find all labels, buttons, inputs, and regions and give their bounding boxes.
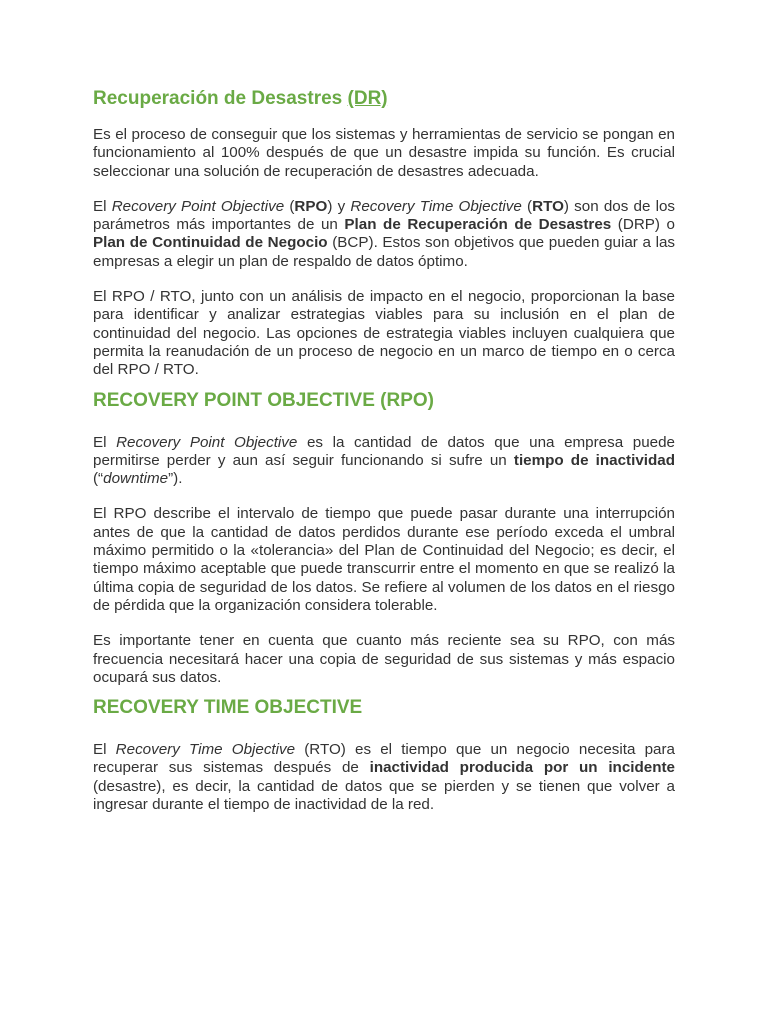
rpo-abbr: RPO bbox=[294, 197, 328, 215]
dr-link[interactable]: (DR) bbox=[347, 88, 388, 109]
drp-term: Plan de Recuperación de Desastres bbox=[344, 216, 612, 234]
rpo-paragraph-3: Es importante tener en cuenta que cuanto más reciente sea su RPO, con más frecuencia necesitará hacer una copia de seguridad de sus sistemas y más espacio ocupará sus datos. bbox=[93, 632, 675, 686]
rto-heading: RECOVERY TIME OBJECTIVE bbox=[93, 697, 363, 719]
document-page bbox=[93, 86, 675, 814]
rto-paragraph-1: El Recovery Time Objective (RTO) es el tiempo que un negocio necesita para recuperar sus sistemas después de inactividad producida por un incidente (desastre), es decir, la cantidad de datos que se pierden y se tienen que volver a ingresar durante el tiempo de inactividad de la red. bbox=[93, 741, 675, 814]
downtime-word: downtime bbox=[103, 470, 169, 488]
intro-paragraph-2: El Recovery Point Objective (RPO) y Recovery Time Objective (RTO) son dos de los parámetros más importantes de un Plan de Recuperación de Desastres (DRP) o Plan de Continuidad de Negocio (BCP). Estos son objetivos que pueden guiar a las empresas a elegir un plan de respaldo de datos óptimo. bbox=[93, 197, 676, 270]
rto-term: Recovery Time Objective bbox=[350, 197, 522, 215]
page-title-text: Recuperación de Desastres bbox=[93, 88, 348, 109]
intro-paragraph-3: El RPO / RTO, junto con un análisis de impacto en el negocio, proporcionan la base para identificar y analizar estrategias viables para su inclusión en el plan de continuidad del negocio. Las opciones de estrategia viables incluyen cualquiera que permita la reanudación de un proceso de negocio en un marco de tiempo en o cerca del RPO / RTO. bbox=[93, 288, 675, 379]
rto-term: Recovery Time Objective bbox=[115, 741, 296, 759]
rto-abbr: RTO bbox=[532, 197, 564, 215]
intro-paragraph-1: Es el proceso de conseguir que los sistemas y herramientas de servicio se pongan en funcionamiento al 100% después de que un desastre impida su función. Es crucial seleccionar una solución de recuperación de desastres adecuada. bbox=[93, 126, 675, 180]
incident-term: inactividad producida por un incidente bbox=[369, 759, 675, 777]
rpo-paragraph-2: El RPO describe el intervalo de tiempo que puede pasar durante una interrupción antes de que la cantidad de datos perdidos durante ese período exceda el umbral máximo permitido o la «tolerancia» del Plan de Continuidad del Negocio; es decir, el tiempo máximo aceptable que puede transcurrir entre el momento en que se realizó la última copia de seguridad de los datos. Se refiere al volumen de los datos en el riesgo de pérdida que la organización considera tolerable. bbox=[93, 505, 675, 614]
bcp-term: Plan de Continuidad de Negocio bbox=[93, 234, 328, 252]
page-title bbox=[93, 86, 675, 112]
rpo-heading: RECOVERY POINT OBJECTIVE (RPO) bbox=[93, 389, 434, 411]
downtime-term: tiempo de inactividad bbox=[513, 451, 676, 469]
rpo-term: Recovery Point Objective bbox=[116, 433, 298, 451]
rpo-term: Recovery Point Objective bbox=[111, 197, 285, 215]
rpo-paragraph-1: El Recovery Point Objective es la cantidad de datos que una empresa puede permitirse perder y aun así seguir funcionando si sufre un tiempo de inactividad (“downtime”). bbox=[93, 433, 676, 488]
